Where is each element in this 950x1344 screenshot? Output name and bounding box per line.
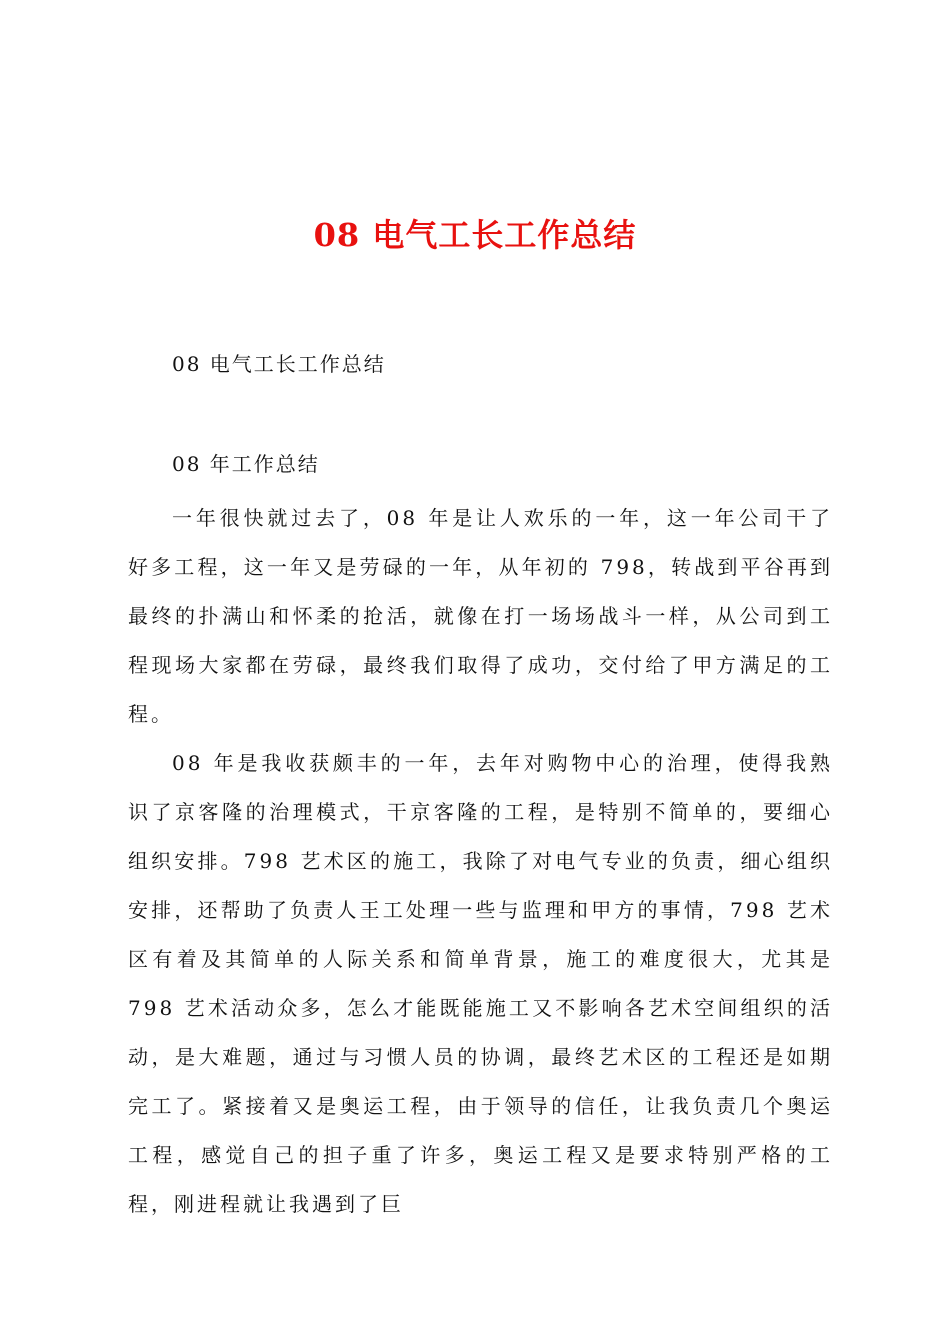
- document-body: [128, 494, 833, 1229]
- section-heading: 08 年工作总结: [172, 452, 320, 476]
- document-heading-repeat: 08 电气工长工作总结: [172, 352, 386, 376]
- document-title: 08 电气工长工作总结: [313, 216, 637, 254]
- paragraph-1: 一年很快就过去了，08 年是让人欢乐的一年，这一年公司干了好多工程，这一年又是劳碌的一年，从年初的 798，转战到平谷再到最终的扑满山和怀柔的抢活，就像在打一场场战斗一样，从公司到工程现场大家都在劳碌，最终我们取得了成功，交付给了甲方满足的工程。: [128, 506, 833, 726]
- paragraph-2: 08 年是我收获颇丰的一年，去年对购物中心的治理，使得我熟识了京客隆的治理模式，干京客隆的工程，是特别不简单的，要细心组织安排。798 艺术区的施工，我除了对电气专业的负责，细心组织安排，还帮助了负责人王工处理一些与监理和甲方的事情，798 艺术区有着及其简单的人际关系和简单背景，施工的难度很大，尤其是 798 艺术活动众多，怎么才能既能施工又不影响各艺术空间组织的活动，是大难题，通过与习惯人员的协调，最终艺术区的工程还是如期完工了。紧接着又是奥运工程，由于领导的信任，让我负责几个奥运工程，感觉自己的担子重了许多，奥运工程又是要求特别严格的工程，刚进程就让我遇到了巨: [128, 751, 833, 1216]
